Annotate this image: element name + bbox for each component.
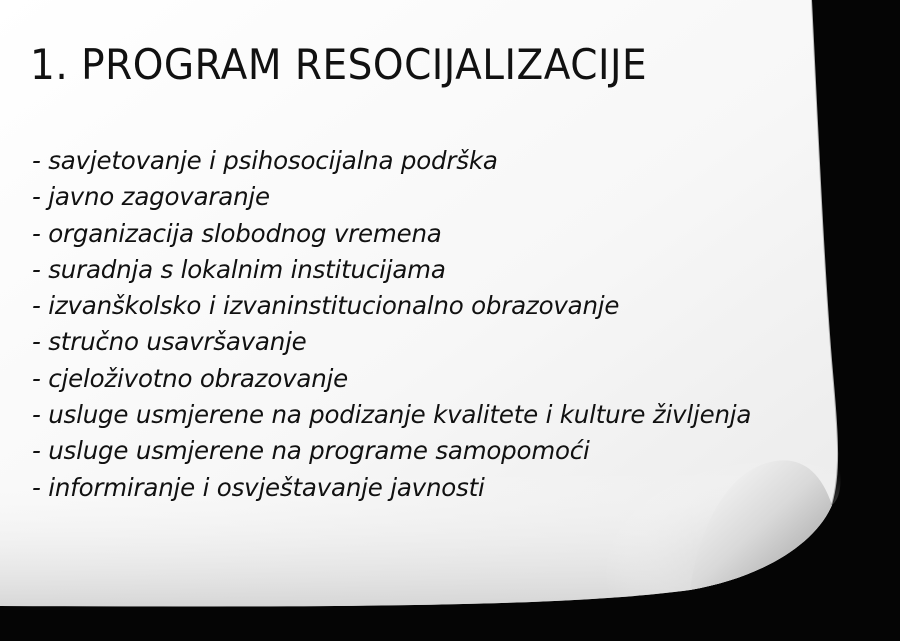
list-item: - cjeloživotno obrazovanje <box>32 363 349 393</box>
list-item: - organizacija slobodnog vremena <box>32 218 442 248</box>
list-item: - suradnja s lokalnim institucijama <box>32 254 446 284</box>
list-item: - stručno usavršavanje <box>32 327 307 357</box>
slide-title: 1. PROGRAM RESOCIJALIZACIJE <box>30 41 648 90</box>
list-item: - informiranje i osvještavanje javnosti <box>32 472 485 502</box>
program-list <box>32 143 751 506</box>
list-item: - javno zagovaranje <box>32 182 270 212</box>
list-item: - izvanškolsko i izvaninstitucionalno obrazovanje <box>32 291 620 321</box>
list-item: - savjetovanje i psihosocijalna podrška <box>32 146 498 175</box>
slide-content <box>30 38 830 502</box>
list-item: - usluge usmjerene na programe samopomoći <box>32 436 590 466</box>
list-item: - usluge usmjerene na podizanje kvalitete i kulture življenja <box>32 400 752 430</box>
